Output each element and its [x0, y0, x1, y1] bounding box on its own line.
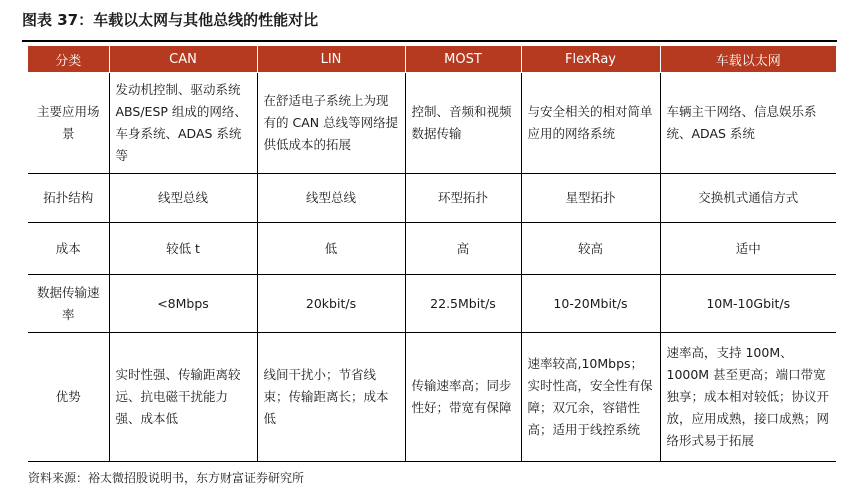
- table-cell: 环型拓扑: [405, 173, 521, 223]
- table-cell: 低: [257, 223, 405, 275]
- table-cell: 较低 t: [109, 223, 257, 275]
- table-cell: <8Mbps: [109, 275, 257, 333]
- figure-title: 图表 37：车载以太网与其他总线的性能对比: [22, 11, 319, 29]
- table-cell: 线型总线: [109, 173, 257, 223]
- row-label: 数据传输速率: [28, 275, 109, 333]
- table-header-row: [28, 46, 836, 73]
- table-cell: 速率较高,10Mbps；实时性高，安全性有保障；双冗余，容错性高；适用于线控系统: [521, 333, 660, 462]
- table-cell: 20kbit/s: [257, 275, 405, 333]
- table-cell: 在舒适电子系统上为现有的 CAN 总线等网络提供低成本的拓展: [257, 73, 405, 174]
- table-cell: 传输速率高；同步性好；带宽有保障: [405, 333, 521, 462]
- table-cell: 车辆主干网络、信息娱乐系统、ADAS 系统: [660, 73, 836, 174]
- table-row: [28, 73, 836, 174]
- table-row: [28, 223, 836, 275]
- table-row: [28, 275, 836, 333]
- header-automotive-ethernet: 车载以太网: [660, 46, 836, 73]
- table-cell: 发动机控制、驱动系统 ABS/ESP 组成的网络、车身系统、ADAS 系统等: [109, 73, 257, 174]
- comparison-table: [28, 45, 836, 462]
- table-cell: 星型拓扑: [521, 173, 660, 223]
- header-flexray: FlexRay: [521, 46, 660, 73]
- table-cell: 线间干扰小；节省线束；传输距离长；成本低: [257, 333, 405, 462]
- header-lin: LIN: [257, 46, 405, 73]
- header-category: 分类: [28, 46, 109, 73]
- table-cell: 与安全相关的相对简单应用的网络系统: [521, 73, 660, 174]
- source-note: 资料来源：裕太微招股说明书，东方财富证券研究所: [28, 471, 305, 485]
- row-label: 主要应用场景: [28, 73, 109, 174]
- table-cell: 10M-10Gbit/s: [660, 275, 836, 333]
- table-row: [28, 333, 836, 462]
- row-label: 成本: [28, 223, 109, 275]
- table-cell: 适中: [660, 223, 836, 275]
- table-cell: 高: [405, 223, 521, 275]
- row-label: 优势: [28, 333, 109, 462]
- table-cell: 10-20Mbit/s: [521, 275, 660, 333]
- table-cell: 速率高，支持 100M、1000M 甚至更高；端口带宽独享；成本相对较低；协议开放，应用成熟，接口成熟；网络形式易于拓展: [660, 333, 836, 462]
- header-can: CAN: [109, 46, 257, 73]
- title-rule: [22, 40, 837, 42]
- table-row: [28, 173, 836, 223]
- table-cell: 控制、音频和视频数据传输: [405, 73, 521, 174]
- row-label: 拓扑结构: [28, 173, 109, 223]
- table-cell: 线型总线: [257, 173, 405, 223]
- header-most: MOST: [405, 46, 521, 73]
- table-cell: 较高: [521, 223, 660, 275]
- table-cell: 交换机式通信方式: [660, 173, 836, 223]
- table-cell: 22.5Mbit/s: [405, 275, 521, 333]
- table-cell: 实时性强、传输距离较远、抗电磁干扰能力强、成本低: [109, 333, 257, 462]
